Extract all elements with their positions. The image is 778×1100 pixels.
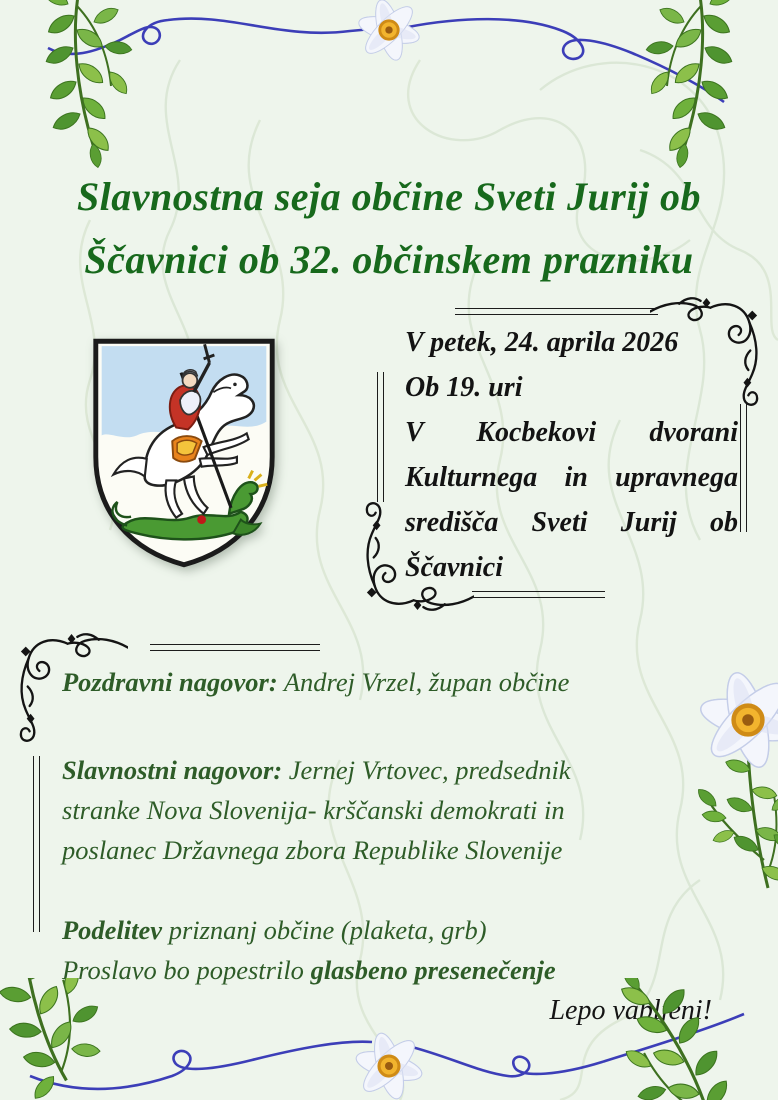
- program-list: [62, 662, 607, 990]
- program-item-awards: [62, 910, 607, 950]
- leaf-branch-top-right: [645, 0, 736, 168]
- leaf-branch-bottom-left: [0, 978, 124, 1100]
- event-venue-line: Kulturnega in upravnega: [405, 462, 738, 493]
- event-venue-line: središča Sveti Jurij ob: [405, 507, 738, 538]
- event-frame-right-rule: [740, 404, 747, 532]
- leaf-branch-top-left: [41, 0, 132, 168]
- top-floral-border: [0, 0, 778, 170]
- event-frame-bottom-rule: [472, 591, 605, 598]
- program-item-bold-text: glasbeno presenečenje: [310, 955, 556, 985]
- event-date: V petek, 24. aprila 2026: [405, 327, 679, 358]
- event-venue-line: V Kocbekovi dvorani: [405, 417, 738, 448]
- program-item-greeting: [62, 662, 607, 702]
- program-item-text: priznanj občine (plaketa, grb): [162, 915, 487, 945]
- title-line-1: Slavnostna seja občine Sveti Jurij ob: [76, 173, 702, 219]
- program-item-label: Slavnostni nagovor:: [62, 755, 283, 785]
- event-time: Ob 19. uri: [405, 372, 523, 403]
- program-item-label: Podelitev: [62, 915, 163, 945]
- program-item-text: Andrej Vrzel, župan občine: [277, 667, 570, 697]
- right-floral-decoration: [660, 650, 778, 892]
- event-frame-left-rule: [377, 372, 384, 502]
- narcissus-flower-right: [697, 669, 778, 772]
- title-line-2: Ščavnici ob 32. občinskem prazniku: [84, 236, 694, 282]
- program-item-keynote: [62, 750, 607, 870]
- poster-title: [28, 165, 750, 291]
- event-details: [405, 320, 738, 590]
- closing-invitation: Lepo vabljeni!: [549, 995, 712, 1026]
- program-item-label: Pozdravni nagovor:: [62, 667, 278, 697]
- blue-swirl-line-right: [408, 19, 724, 102]
- bottom-floral-border: [0, 978, 778, 1100]
- narcissus-flower-top: [356, 0, 422, 63]
- program-frame-top-rule: [150, 644, 320, 651]
- program-frame-left-rule: [33, 756, 40, 932]
- event-frame-top-rule: [455, 308, 658, 315]
- coat-of-arms-st-george-icon: [86, 330, 282, 574]
- program-item-text: Jernej Vrtovec, predsednik stranke Nova Slovenija- krščanski demokrati in poslanec Državnega zbora Republike Slovenije: [62, 755, 571, 865]
- program-item-text: Proslavo bo popestrilo: [62, 955, 311, 985]
- event-venue-line: Ščavnici: [405, 552, 503, 583]
